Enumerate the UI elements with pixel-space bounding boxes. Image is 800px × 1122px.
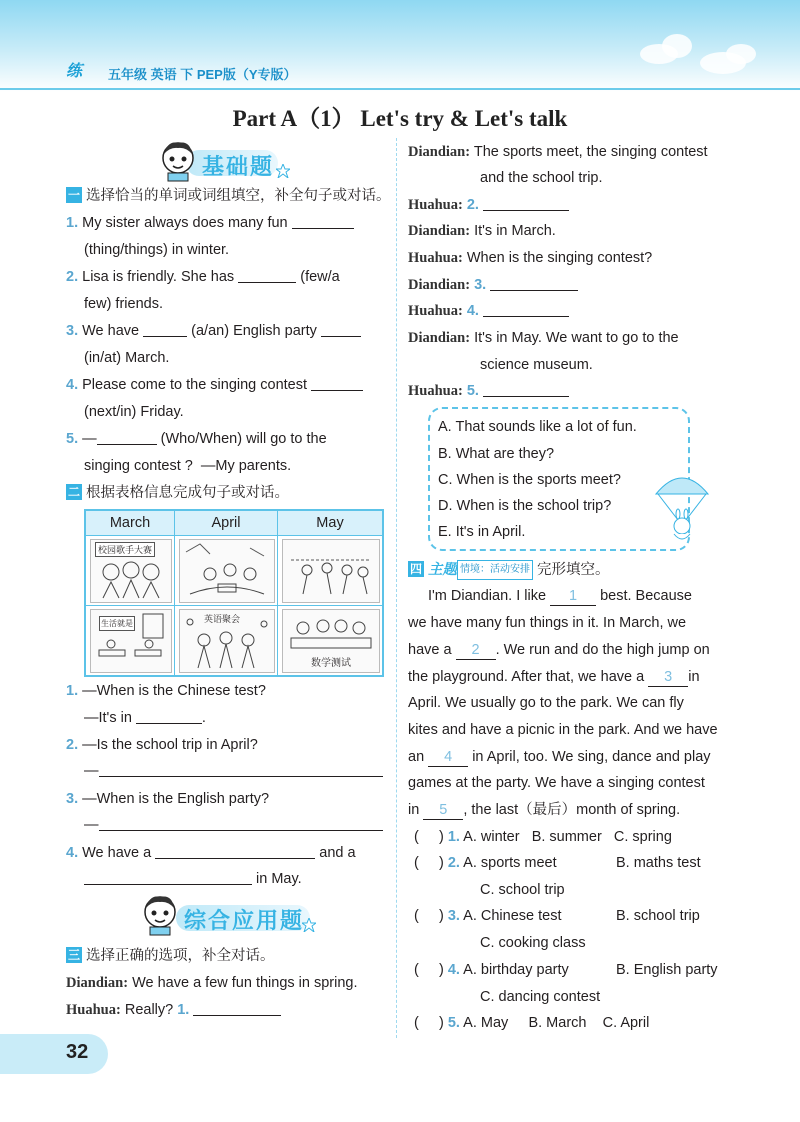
q1-item2-line1: 2. Lisa is friendly. She has (few/a <box>66 269 340 285</box>
q1-item5-line1: 5. — (Who/When) will go to the <box>66 431 327 447</box>
choice-c: C. dancing contest <box>480 989 601 1005</box>
answer-bracket[interactable]: ( ) <box>414 962 444 978</box>
english-party-picture: 英语聚会 <box>179 609 275 673</box>
option-e: E. It's in April. <box>438 524 526 540</box>
q1-item2-line2: few) friends. <box>84 296 163 312</box>
q2-item3-line2: — <box>84 816 383 834</box>
page-number: 32 <box>66 1041 89 1063</box>
answer-blank[interactable] <box>483 196 569 211</box>
answer-bracket[interactable]: ( ) <box>414 855 444 871</box>
answer-blank[interactable] <box>483 382 569 397</box>
dialogue-line: Huahua: 4. <box>408 302 569 320</box>
answer-blank[interactable] <box>292 214 354 229</box>
option-d: D. When is the school trip? <box>438 498 612 514</box>
page-number-tab <box>0 1034 108 1074</box>
schedule-table <box>84 509 384 677</box>
table-header-may: May <box>278 511 382 535</box>
passage-line: kites and have a picnic in the park. And we have <box>408 722 718 738</box>
q1-instruction: 一 选择恰当的单词或词组填空，补全句子或对话。 <box>67 188 391 204</box>
singing-contest-picture: 校园歌手大赛 <box>90 539 172 603</box>
choice-b: B. maths test <box>616 855 701 871</box>
passage-line: we have many fun things in it. In March, we <box>408 615 687 631</box>
choice-row-1: ( ) 1. A. winter B. summer C. spring <box>414 829 672 845</box>
passage-line: an 4 in April, too. We sing, dance and play <box>408 749 711 765</box>
answer-blank[interactable] <box>143 322 187 337</box>
passage-line: games at the party. We have a singing contest <box>408 775 705 791</box>
choice-b: B. school trip <box>616 908 700 924</box>
answer-blank[interactable] <box>84 870 252 885</box>
q2-instruction: 二 根据表格信息完成句子或对话。 <box>67 485 289 501</box>
answer-blank[interactable] <box>193 1001 281 1016</box>
choice-b: B. English party <box>616 962 718 978</box>
answer-blank[interactable] <box>321 322 361 337</box>
answer-blank[interactable] <box>99 762 383 777</box>
dialogue-line: Diandian: 3. <box>408 276 578 294</box>
answer-bracket[interactable]: ( ) <box>414 908 444 924</box>
answer-blank[interactable] <box>490 276 578 291</box>
header-divider <box>0 88 800 90</box>
answer-blank[interactable] <box>97 430 157 445</box>
answer-blank[interactable] <box>483 302 569 317</box>
q3-badge: 三 <box>67 948 80 962</box>
answer-bracket[interactable]: ( ) <box>414 829 444 845</box>
q3-instruction: 三 选择正确的选项，补全对话。 <box>67 948 275 964</box>
dialogue-line: Huahua: 2. <box>408 196 569 214</box>
q4-instruction: 四 主题 情境：活动安排 完形填空。 <box>409 562 610 578</box>
q2-badge: 二 <box>67 485 80 499</box>
passage-line: I'm Diandian. I like 1 best. Because <box>428 588 692 604</box>
section-heading-applied: 综合应用题 <box>184 909 305 934</box>
choice-row-5: ( ) 5. A. May B. March C. April <box>414 1015 650 1031</box>
answer-blank[interactable] <box>311 376 363 391</box>
maths-test-picture: 数学测试 <box>282 609 380 673</box>
dialogue-line: Huahua: Really? 1. <box>66 1001 281 1019</box>
q2-item3-line1: 3. —When is the English party? <box>66 791 270 807</box>
choice-row-2: ( ) 2. A. sports meet <box>414 855 557 871</box>
q1-item3-line2: (in/at) March. <box>84 350 170 366</box>
dialogue-line-cont: science museum. <box>480 357 593 373</box>
table-header-march: March <box>86 511 174 535</box>
answer-blank[interactable] <box>136 709 202 724</box>
dialogue-line: Huahua: 5. <box>408 382 569 400</box>
cartoon-boy-icon <box>140 892 180 936</box>
star-icon <box>276 164 290 178</box>
answer-blank[interactable] <box>238 268 296 283</box>
passage-line: in 5 , the last（最后）month of spring. <box>408 802 681 818</box>
q1-item4-line1: 4. Please come to the singing contest <box>66 376 363 394</box>
dialogue-line-cont: and the school trip. <box>480 170 603 186</box>
dialogue-line: Huahua: When is the singing contest? <box>408 250 653 266</box>
star-icon <box>302 918 316 932</box>
q1-item4-line2: (next/in) Friday. <box>84 404 184 420</box>
q2-item1-line2: —It's in . <box>84 710 206 726</box>
parachute-bunny-icon <box>652 468 712 548</box>
q4-badge: 四 <box>409 562 422 576</box>
section-heading-basic: 基础题 <box>202 155 275 180</box>
park-picnic-picture <box>179 539 275 603</box>
option-b: B. What are they? <box>438 446 555 462</box>
sports-meet-picture <box>282 539 380 603</box>
table-header-april: April <box>175 511 277 535</box>
option-a: A. That sounds like a lot of fun. <box>438 419 637 435</box>
answer-bracket[interactable]: ( ) <box>414 1015 444 1031</box>
choice-c: C. school trip <box>480 882 565 898</box>
q1-item1-line1: 1. My sister always does many fun <box>66 214 354 232</box>
passage-line: the playground. After that, we have a 3 in <box>408 669 700 685</box>
q1-item1-line2: (thing/things) in winter. <box>84 242 230 258</box>
dialogue-line: Diandian: It's in March. <box>408 223 556 239</box>
q2-item4-line1: 4. We have a and a <box>66 845 356 861</box>
answer-blank[interactable] <box>99 816 383 831</box>
option-c: C. When is the sports meet? <box>438 472 621 488</box>
q2-item2-line2: — <box>84 762 383 780</box>
q1-item5-line2: singing contest ? —My parents. <box>84 458 292 474</box>
dialogue-line: Diandian: We have a few fun things in spring. <box>66 975 358 991</box>
answer-blank[interactable] <box>155 844 315 859</box>
series-title: 五年级 英语 下 PEP版（Y专版） <box>108 67 297 82</box>
page-title: Part A（1） Let's try & Let's talk <box>232 106 568 131</box>
choice-c: C. cooking class <box>480 935 586 951</box>
cartoon-boy-icon <box>158 138 198 182</box>
passage-line: April. We usually go to the park. We can fly <box>408 695 684 711</box>
school-trip-picture: 生活就是 <box>90 609 172 673</box>
dialogue-line: Diandian: The sports meet, the singing contest <box>408 144 708 160</box>
column-divider <box>396 138 397 1038</box>
choice-row-4: ( ) 4. A. birthday party <box>414 962 569 978</box>
q1-badge: 一 <box>67 188 80 202</box>
q2-item1-line1: 1. —When is the Chinese test? <box>66 683 266 699</box>
q2-item2-line1: 2. —Is the school trip in April? <box>66 737 258 753</box>
q2-item4-line2: in May. <box>84 870 302 888</box>
choice-row-3: ( ) 3. A. Chinese test <box>414 908 562 924</box>
dialogue-line: Diandian: It's in May. We want to go to the <box>408 330 679 346</box>
passage-line: have a 2 . We run and do the high jump on <box>408 642 710 658</box>
series-logo: 练 <box>66 63 83 80</box>
q1-item3-line1: 3. We have (a/an) English party <box>66 322 361 340</box>
